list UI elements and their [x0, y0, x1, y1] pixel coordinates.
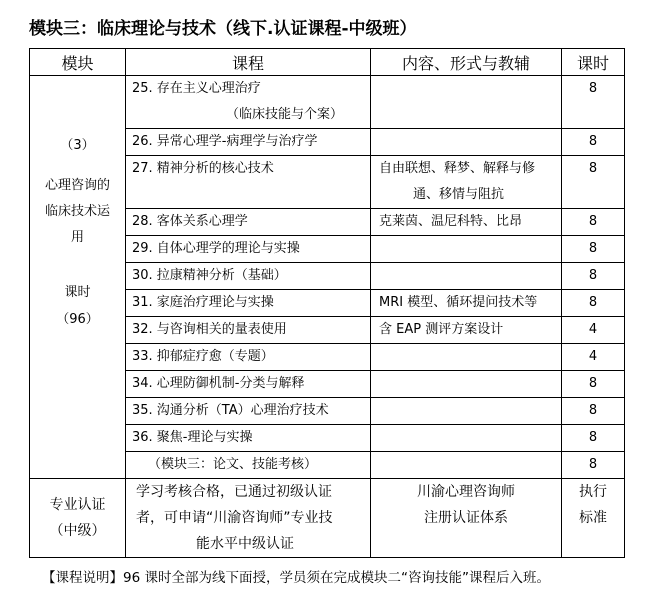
certification-module: 专业认证 （中级）	[30, 479, 126, 558]
header-hours: 课时	[562, 49, 625, 76]
course-content	[371, 398, 562, 425]
course-name: 27. 精神分析的核心技术	[126, 156, 371, 209]
course-content	[371, 76, 562, 129]
course-name: 30. 拉康精神分析（基础）	[126, 263, 371, 290]
header-content: 内容、形式与教辅	[371, 49, 562, 76]
course-name: （模块三：论文、技能考核）	[126, 452, 371, 479]
course-hours: 8	[562, 236, 625, 263]
course-name: 29. 自体心理学的理论与实操	[126, 236, 371, 263]
course-content	[371, 425, 562, 452]
certification-standard: 执行 标准	[562, 479, 625, 558]
module-cell	[30, 76, 126, 479]
certification-institution: 川渝心理咨询师 注册认证体系	[371, 479, 562, 558]
module-name-line: 心理咨询的	[44, 178, 110, 193]
course-table	[29, 48, 625, 558]
table-header-row	[30, 49, 625, 76]
course-hours: 8	[562, 76, 625, 129]
course-name: 34. 心理防御机制-分类与解释	[126, 371, 371, 398]
course-hours: 4	[562, 344, 625, 371]
course-hours: 8	[562, 425, 625, 452]
module-name-line: 用	[70, 230, 84, 245]
course-name: 35. 沟通分析（TA）心理治疗技术	[126, 398, 371, 425]
course-hours: 8	[562, 263, 625, 290]
course-content: 克莱茵、温尼科特、比昂	[371, 209, 562, 236]
course-content: 含 EAP 测评方案设计	[371, 317, 562, 344]
header-course: 课程	[126, 49, 371, 76]
course-content	[371, 452, 562, 479]
module-hours-value: （96）	[56, 312, 99, 327]
course-hours: 8	[562, 156, 625, 209]
module-hours-label: 课时	[64, 285, 91, 300]
course-hours: 8	[562, 209, 625, 236]
course-name: 26. 异常心理学-病理学与治疗学	[126, 129, 371, 156]
course-content	[371, 371, 562, 398]
certification-row	[30, 479, 625, 558]
course-name: 36. 聚焦-理论与实操	[126, 425, 371, 452]
course-content: 自由联想、释梦、解释与修 通、移情与阻抗	[371, 156, 562, 209]
course-content	[371, 263, 562, 290]
header-module: 模块	[30, 49, 126, 76]
page-title: 模块三：临床理论与技术（线下.认证课程-中级班）	[29, 19, 417, 39]
course-name: 28. 客体关系心理学	[126, 209, 371, 236]
course-content	[371, 236, 562, 263]
course-hours: 8	[562, 371, 625, 398]
course-content	[371, 129, 562, 156]
course-name: 32. 与咨询相关的量表使用	[126, 317, 371, 344]
course-hours: 8	[562, 129, 625, 156]
course-hours: 8	[562, 290, 625, 317]
course-name: 31. 家庭治疗理论与实操	[126, 290, 371, 317]
course-content	[371, 344, 562, 371]
table-row	[30, 76, 625, 129]
course-content: MRI 模型、循环提问技术等	[371, 290, 562, 317]
course-hours: 8	[562, 452, 625, 479]
course-name: 33. 抑郁症疗愈（专题）	[126, 344, 371, 371]
course-note: 【课程说明】96 课时全部为线下面授，学员须在完成模块二“咨询技能”课程后入班。	[42, 570, 550, 586]
course-hours: 8	[562, 398, 625, 425]
module-name-line: 临床技术运	[44, 204, 110, 219]
course-hours: 4	[562, 317, 625, 344]
course-name: 25. 存在主义心理治疗 （临床技能与个案）	[126, 76, 371, 129]
certification-requirement: 学习考核合格，已通过初级认证 者，可申请“川渝咨询师”专业技 能水平中级认证	[126, 479, 371, 558]
module-code: （3）	[60, 138, 95, 153]
